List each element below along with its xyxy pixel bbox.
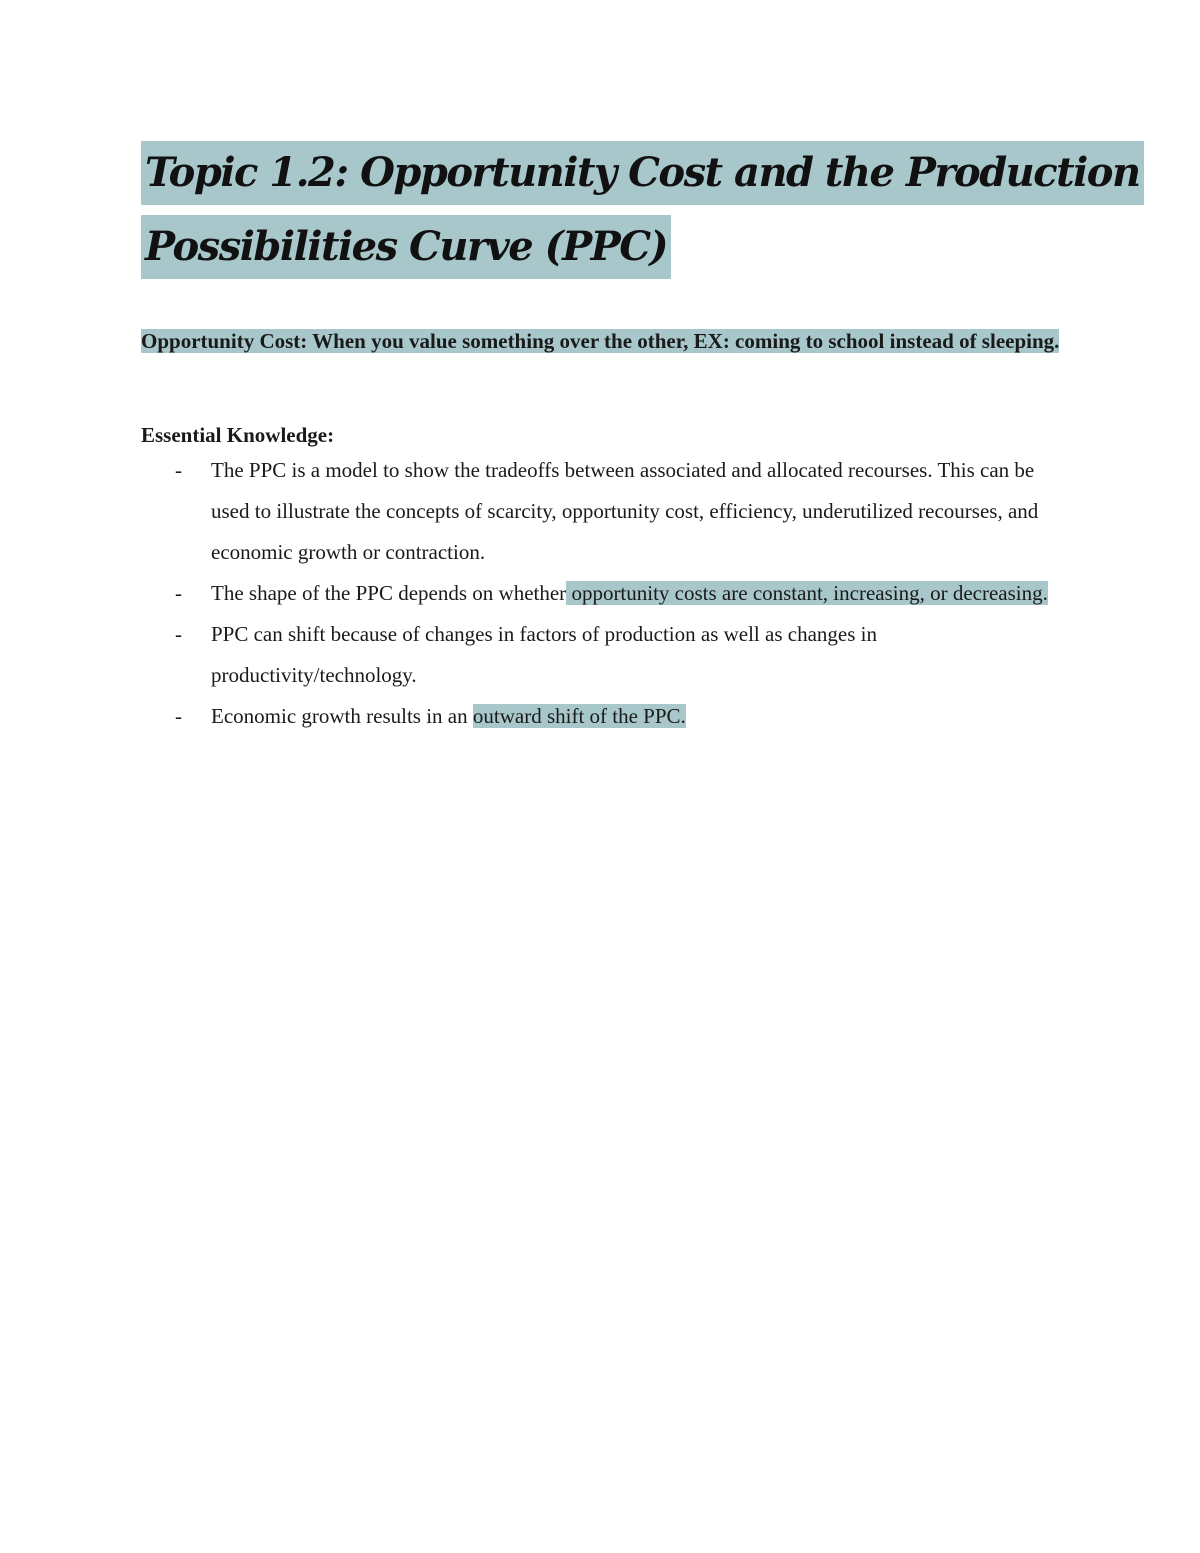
title-line-2: Possibilities Curve (PPC) [141, 215, 671, 279]
bullet-text: The PPC is a model to show the tradeoffs between associated and allocated recourses. This can be used to illustrate the concepts of scarcity, opportunity cost, efficiency, underutilized recourses, and economic growth or contraction. [211, 458, 1039, 564]
bullet-highlight: opportunity costs are constant, increasing, or decreasing. [566, 581, 1048, 605]
list-item [141, 450, 1061, 573]
bullet-dash: - [175, 458, 182, 482]
bullet-text: PPC can shift because of changes in factors of production as well as changes in productivity/technology. [211, 622, 877, 687]
list-item [141, 696, 1061, 737]
opportunity-cost-definition [141, 326, 1061, 357]
bullet-highlight: outward shift of the PPC. [472, 704, 686, 728]
list-item [141, 614, 1061, 696]
definition-text: Opportunity Cost: When you value something over the other, EX: coming to school instead of sleeping. [141, 329, 1060, 353]
bullet-dash: - [175, 581, 182, 605]
bullet-text: The shape of the PPC depends on whether [211, 581, 567, 605]
list-item [141, 573, 1061, 614]
bullet-dash: - [175, 704, 182, 728]
essential-knowledge-list [141, 450, 1061, 737]
bullet-dash: - [175, 622, 182, 646]
title-line-1: Topic 1.2: Opportunity Cost and the Production [141, 141, 1144, 205]
essential-knowledge-heading: Essential Knowledge: [141, 423, 335, 447]
page-title [141, 141, 1140, 279]
bullet-text: Economic growth results in an [211, 704, 473, 728]
